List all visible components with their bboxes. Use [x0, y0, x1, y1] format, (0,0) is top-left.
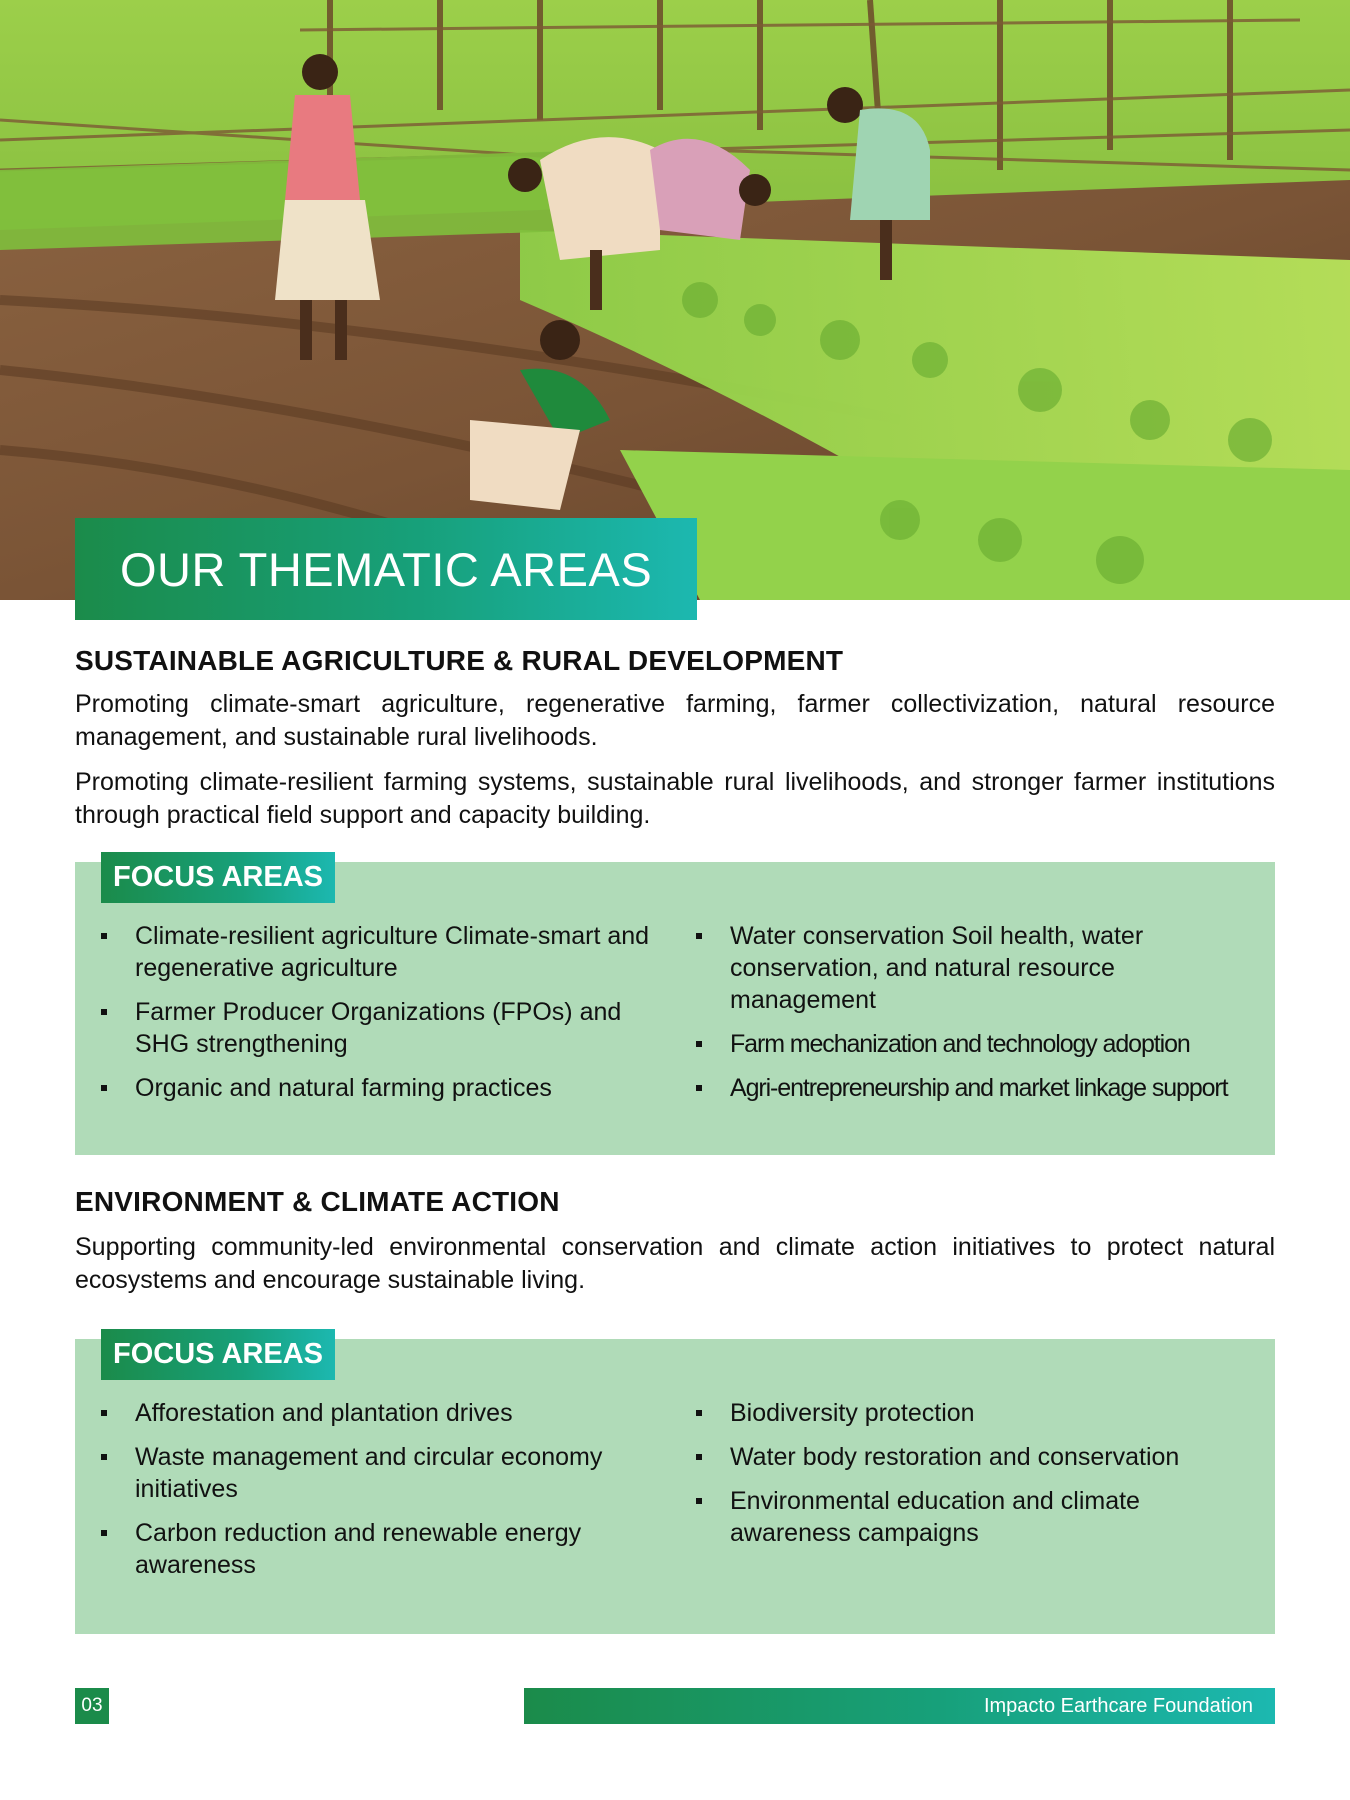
footer-organization: Impacto Earthcare Foundation [524, 1688, 1275, 1724]
focus-list-left [99, 920, 659, 1116]
focus-areas-label: FOCUS AREAS [101, 852, 335, 903]
bullet-icon [696, 1041, 702, 1047]
list-item: Waste management and circular economy initiatives [99, 1441, 659, 1505]
bullet-icon [101, 1530, 107, 1536]
focus-areas-box-agriculture [75, 862, 1275, 1155]
bullet-icon [696, 933, 702, 939]
section-heading-environment: ENVIRONMENT & CLIMATE ACTION [75, 1186, 560, 1217]
bullet-icon [101, 933, 107, 939]
section-heading-agriculture: SUSTAINABLE AGRICULTURE & RURAL DEVELOPMENT [75, 645, 844, 676]
page-title: OUR THEMATIC AREAS [75, 518, 697, 620]
list-item: Carbon reduction and renewable energy awareness [99, 1517, 659, 1581]
list-item: Water body restoration and conservation [694, 1441, 1264, 1473]
list-item: Farm mechanization and technology adoption [694, 1028, 1264, 1060]
list-item: Water conservation Soil health, water conservation, and natural resource management [694, 920, 1264, 1016]
focus-areas-label: FOCUS AREAS [101, 1329, 335, 1380]
section-paragraph: Promoting climate-resilient farming systems, sustainable rural livelihoods, and stronger farmer institutions through practical field support and capacity building. [75, 768, 1275, 829]
bullet-icon [101, 1085, 107, 1091]
bullet-icon [696, 1085, 702, 1091]
focus-list-right [694, 920, 1264, 1116]
focus-list-left [99, 1397, 659, 1593]
bullet-icon [101, 1454, 107, 1460]
list-item: Climate-resilient agriculture Climate-smart and regenerative agriculture [99, 920, 659, 984]
list-item: Environmental education and climate awareness campaigns [694, 1485, 1264, 1549]
section-paragraph: Promoting climate-smart agriculture, regenerative farming, farmer collectivization, natural resource management, and sustainable rural livelihoods. [75, 690, 1275, 751]
hero-photo [0, 0, 1350, 600]
focus-areas-box-environment [75, 1339, 1275, 1634]
bullet-icon [696, 1498, 702, 1504]
section-paragraph: Supporting community-led environmental conservation and climate action initiatives to protect natural ecosystems and encourage sustainable living. [75, 1233, 1275, 1294]
list-item: Farmer Producer Organizations (FPOs) and SHG strengthening [99, 996, 659, 1060]
list-item: Organic and natural farming practices [99, 1072, 659, 1104]
bullet-icon [101, 1009, 107, 1015]
bullet-icon [696, 1454, 702, 1460]
list-item: Agri-entrepreneurship and market linkage support [694, 1072, 1264, 1104]
list-item: Afforestation and plantation drives [99, 1397, 659, 1429]
farm-photo-illustration [0, 0, 1350, 600]
bullet-icon [101, 1410, 107, 1416]
bullet-icon [696, 1410, 702, 1416]
page-number: 03 [75, 1688, 109, 1724]
focus-list-right [694, 1397, 1264, 1561]
list-item: Biodiversity protection [694, 1397, 1264, 1429]
